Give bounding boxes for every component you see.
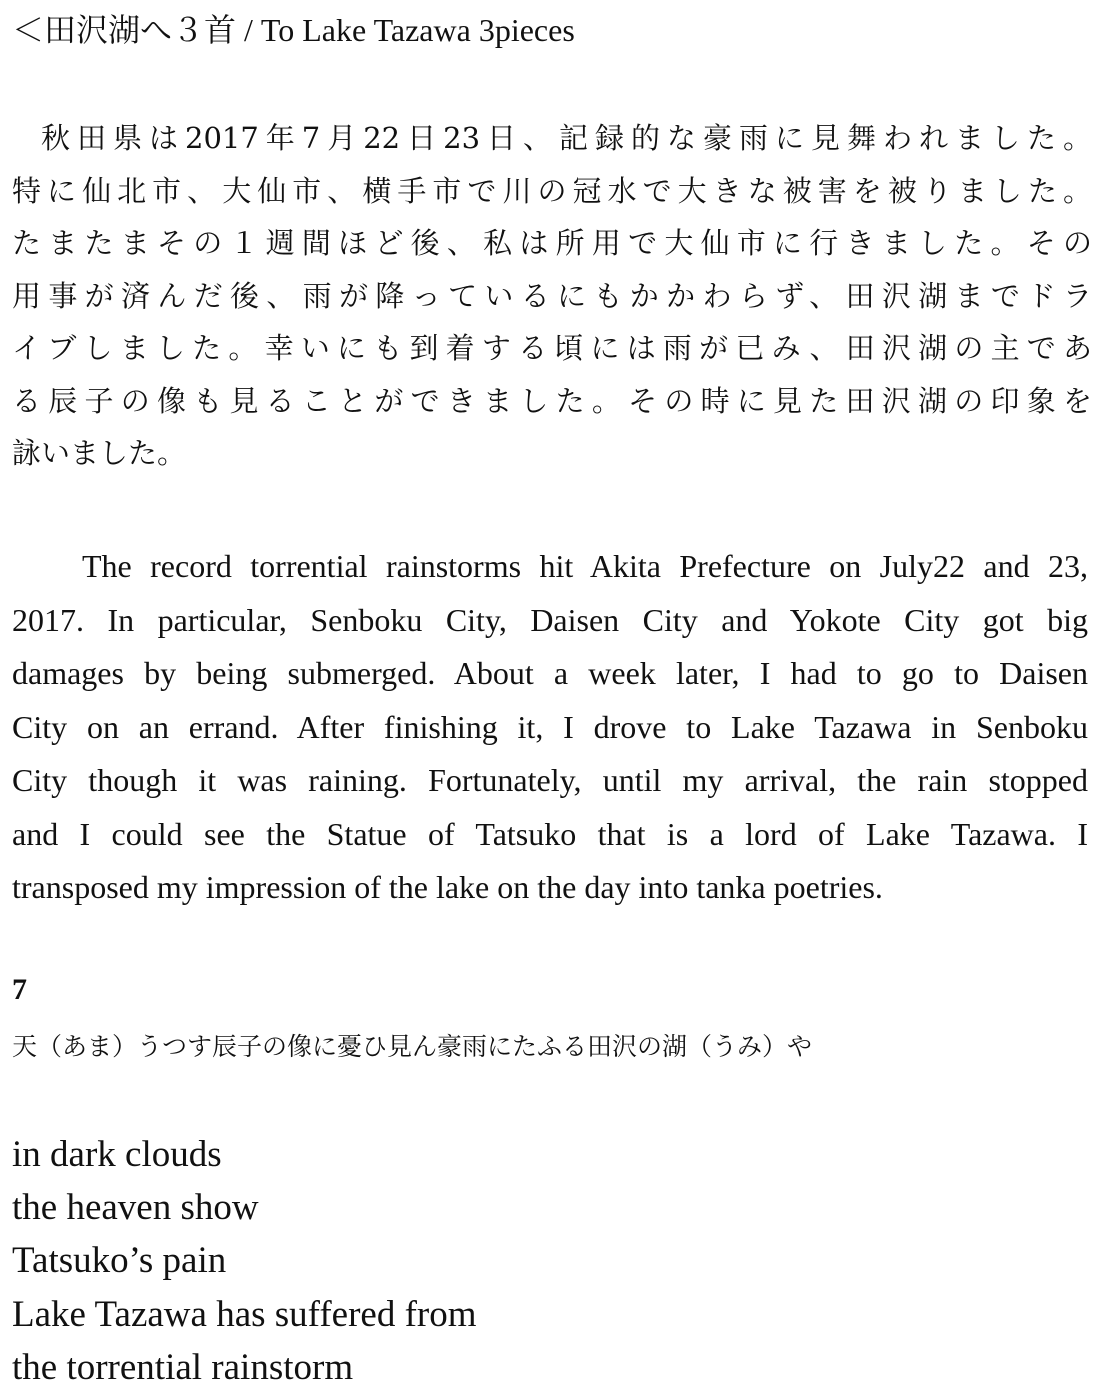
poem-number: 7 [12,973,27,1006]
poem-english-translation [12,1128,477,1394]
intro-english-line: The record torrential rainstorms hit Akita Prefecture on July22 and 23, [82,548,1088,584]
intro-english-paragraph [12,540,1088,915]
intro-japanese-line: 詠いました。 [12,436,187,470]
intro-english-line: 2017. In particular, Senboku City, Daisen City and Yokote City got big [12,601,1088,638]
intro-english-line: and I could see the Statue of Tatsuko that is a lord of Lake Tazawa. I [12,815,1088,852]
poem-english-line: Tatsuko’s pain [12,1240,227,1282]
poem-english-line: the torrential rainstorm [12,1346,354,1388]
intro-english-line: transposed my impression of the lake on the day into tanka poetries. [12,869,883,905]
intro-japanese-line: 用事が済んだ後、雨が降っているにもかかわらず、田沢湖までドラ [12,278,1092,313]
intro-japanese-line: たまたまその１週間ほど後、私は所用で大仙市に行きました。その [12,226,1092,260]
intro-japanese-line: イブしました。幸いにも到着する頃には雨が已み、田沢湖の主であ [12,331,1092,365]
intro-japanese-line: る辰子の像も見ることができました。その時に見た田沢湖の印象を [12,383,1092,418]
poem-japanese-text: 天（あま）うつす辰子の像に憂ひ見ん豪雨にたふる田沢の湖（うみ）や [12,1032,813,1061]
poem-english-line: in dark clouds [12,1134,222,1175]
intro-english-line: City though it was raining. Fortunately, until my arrival, the rain stopped [12,762,1088,798]
section-heading: ＜田沢湖へ３首 / To Lake Tazawa 3pieces [12,12,575,48]
intro-english-line: damages by being submerged. About a week later, I had to go to Daisen [12,655,1088,691]
intro-japanese-line: 特に仙北市、大仙市、横手市で川の冠水で大きな被害を被りました。 [12,173,1092,208]
intro-japanese-paragraph [12,112,1092,480]
poem-english-line: the heaven show [12,1187,259,1229]
intro-english-line: City on an errand. After finishing it, I drove to Lake Tazawa in Senboku [12,708,1088,745]
intro-japanese-line: 秋田県は2017年7月22日23日、記録的な豪雨に見舞われました。 [41,121,1092,155]
poem-english-line: Lake Tazawa has suffered from [12,1293,477,1335]
